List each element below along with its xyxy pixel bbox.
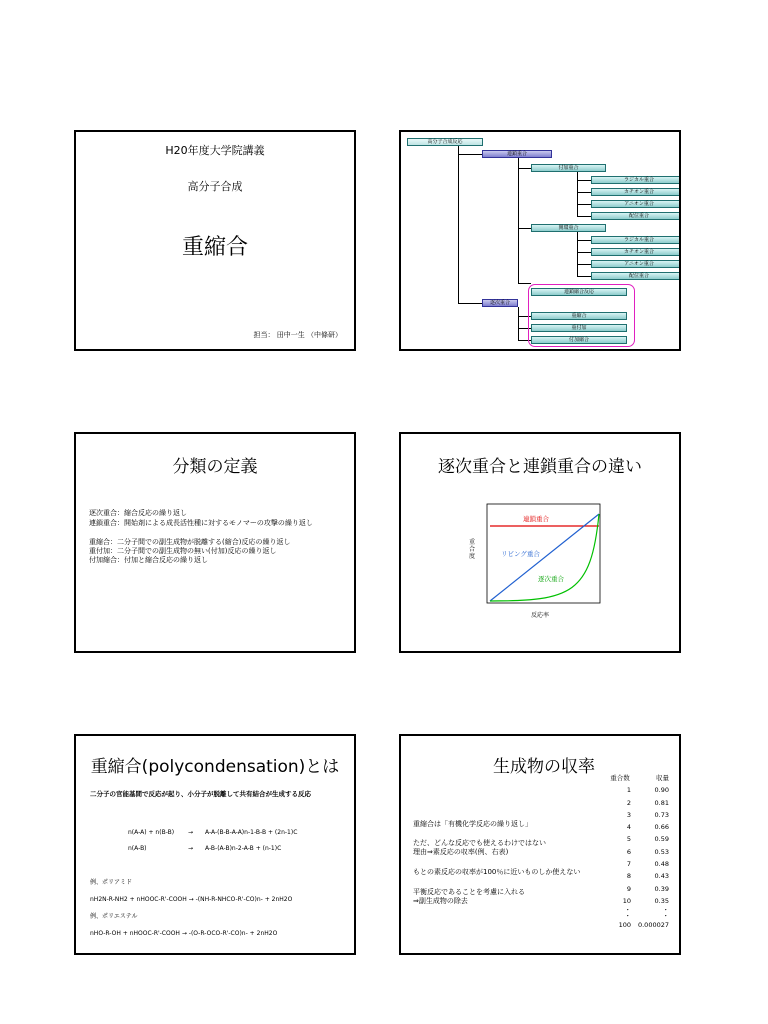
node-addition-condensation: 付加縮合 — [531, 336, 627, 344]
node-cation-2: カチオン重合 — [591, 248, 681, 256]
text-line-3: 理由⇒素反応の収率(例、右表) — [413, 848, 509, 856]
node-coord-1: 配位重合 — [591, 212, 681, 220]
definition-addition-condensation: 付加縮合：付加と縮合反応の繰り返し — [89, 556, 208, 564]
label-chain: 連鎖重合 — [523, 515, 549, 523]
table-row — [609, 870, 669, 882]
cell-n: ・ — [624, 912, 631, 921]
eq1-right: A-A-(B-B-A-A)n-1-B-B + (2n-1)C — [205, 829, 298, 836]
cell-n: 3 — [626, 810, 631, 819]
cell-yield: 0.59 — [654, 835, 669, 844]
slide-comparison-chart — [399, 432, 681, 653]
cell-n: 2 — [626, 798, 631, 807]
node-chain: 連鎖重合 — [482, 150, 552, 158]
definition-step: 逐次重合：縮合反応の繰り返し — [89, 509, 187, 517]
table-row — [609, 809, 669, 821]
cell-yield: 0.000027 — [637, 921, 669, 930]
highlight-frame — [528, 284, 635, 347]
definition-polyaddition: 重付加：二分子間での副生成物の無い(付加)反応の繰り返し — [89, 547, 277, 555]
table-row — [609, 797, 669, 809]
col-header: 重合数 — [610, 774, 630, 782]
cell-n: 1 — [626, 786, 631, 795]
node-cation-1: カチオン重合 — [591, 188, 681, 196]
slide-title-text: 重縮合 — [181, 235, 248, 260]
cell-n: 7 — [626, 860, 631, 869]
label-living: リビング重合 — [501, 550, 540, 558]
node-radical-1: ラジカル重合 — [591, 176, 681, 184]
table-row — [609, 919, 669, 931]
cell-yield: 0.48 — [654, 860, 669, 869]
cell-n: 10 — [622, 896, 631, 905]
cell-n: 5 — [626, 835, 631, 844]
eq2-left: n(A-B) — [128, 845, 147, 852]
cell-yield: 0.53 — [654, 847, 669, 856]
node-anion-2: アニオン重合 — [591, 260, 681, 268]
table-row — [609, 846, 669, 858]
cell-n: 9 — [626, 884, 631, 893]
node-coord-2: 配位重合 — [591, 272, 681, 280]
node-anion-1: アニオン重合 — [591, 200, 681, 208]
text-line-6: ⇒副生成物の除去 — [413, 897, 468, 905]
example-polyester: nHO-R-OH + nHOOC-R'-COOH → -(O-R-OCO-R'-CO)n- + 2nH2O — [90, 930, 278, 937]
definition-chain: 連鎖重合：開始剤による成長活性種に対するモノマーの攻撃の繰り返し — [89, 519, 313, 527]
cell-yield: 0.43 — [654, 872, 669, 881]
example-polyamide-label: 例、ポリアミド — [90, 879, 133, 886]
x-axis-label: 反応率 — [531, 612, 550, 619]
y-axis-label: 重合度 — [469, 539, 476, 560]
slide-polycondensation — [74, 734, 356, 955]
slide-title — [74, 130, 356, 351]
eq2-arrow: → — [188, 845, 194, 852]
instructor: 担当： 田中一生 （中條研） — [253, 331, 342, 339]
definition-polycondensation: 重縮合：二分子間での副生成物が脱離する(縮合)反応の繰り返し — [89, 538, 291, 546]
table-row — [609, 883, 669, 895]
cell-yield: 0.73 — [654, 810, 669, 819]
cell-n: 4 — [626, 823, 631, 832]
cell-yield: ・ — [662, 912, 669, 921]
yield-table — [609, 772, 669, 932]
node-root: 高分子合成反応 — [407, 138, 483, 146]
eq1-left: n(A-A) + n(B-B) — [128, 829, 175, 836]
text-line-2: ただ、どんな反応でも使えるわけではない — [413, 839, 546, 847]
table-row — [609, 858, 669, 870]
cell-yield: 0.66 — [654, 823, 669, 832]
col-header: 収量 — [656, 774, 669, 782]
table-row — [609, 821, 669, 833]
slide-classification-tree — [399, 130, 681, 351]
text-line-4: もとの素反応の収率が100％に近いものしか使えない — [413, 868, 581, 876]
lecture-name: H20年度大学院講義 — [165, 144, 265, 157]
slide-heading: 生成物の収率 — [493, 757, 595, 777]
slide-definitions — [74, 432, 356, 653]
cell-n: 100 — [618, 921, 631, 930]
label-step: 逐次重合 — [538, 575, 564, 583]
cell-n: 8 — [626, 872, 631, 881]
node-polycondensation: 重縮合 — [531, 312, 627, 320]
cell-n: ・ — [624, 906, 631, 915]
cell-yield: ・ — [662, 906, 669, 915]
node-addition: 付加重合 — [531, 164, 606, 172]
example-polyester-label: 例、ポリエステル — [90, 913, 138, 920]
node-ring-opening: 開環重合 — [531, 224, 606, 232]
table-row — [609, 895, 669, 907]
cell-n: 6 — [626, 847, 631, 856]
cell-yield: 0.35 — [654, 896, 669, 905]
slide-yield — [399, 734, 681, 955]
eq1-arrow: → — [188, 829, 194, 836]
cell-yield: 0.39 — [654, 884, 669, 893]
example-polyamide: nH2N-R-NH2 + nHOOC-R'-COOH → -(NH-R-NHCO-R'-CO)n- + 2nH2O — [90, 896, 293, 903]
cell-yield: 0.90 — [654, 786, 669, 795]
eq2-right: A-B-(A-B)n-2-A-B + (n-1)C — [205, 845, 282, 852]
slide-heading: 分類の定義 — [172, 457, 258, 477]
node-radical-2: ラジカル重合 — [591, 236, 681, 244]
slide-heading: 重縮合(polycondensation)とは — [90, 757, 340, 777]
slide-heading: 逐次重合と連鎖重合の違い — [438, 457, 642, 477]
node-step: 逐次重合 — [482, 299, 518, 307]
text-line-1: 重縮合は「有機化学反応の繰り返し」 — [413, 820, 532, 828]
table-row — [609, 833, 669, 845]
course-name: 高分子合成 — [187, 180, 243, 193]
table-row — [609, 784, 669, 796]
text-line-5: 平衡反応であることを考慮に入れる — [413, 888, 525, 896]
cell-yield: 0.81 — [654, 798, 669, 807]
node-polyaddition: 重付加 — [531, 324, 627, 332]
definition-text: 二分子の官能基間で反応が起り、小分子が脱離して共有結合が生成する反応 — [90, 790, 311, 798]
node-chain-condensation: 連鎖縮合反応 — [531, 288, 627, 296]
table-header — [609, 772, 669, 784]
